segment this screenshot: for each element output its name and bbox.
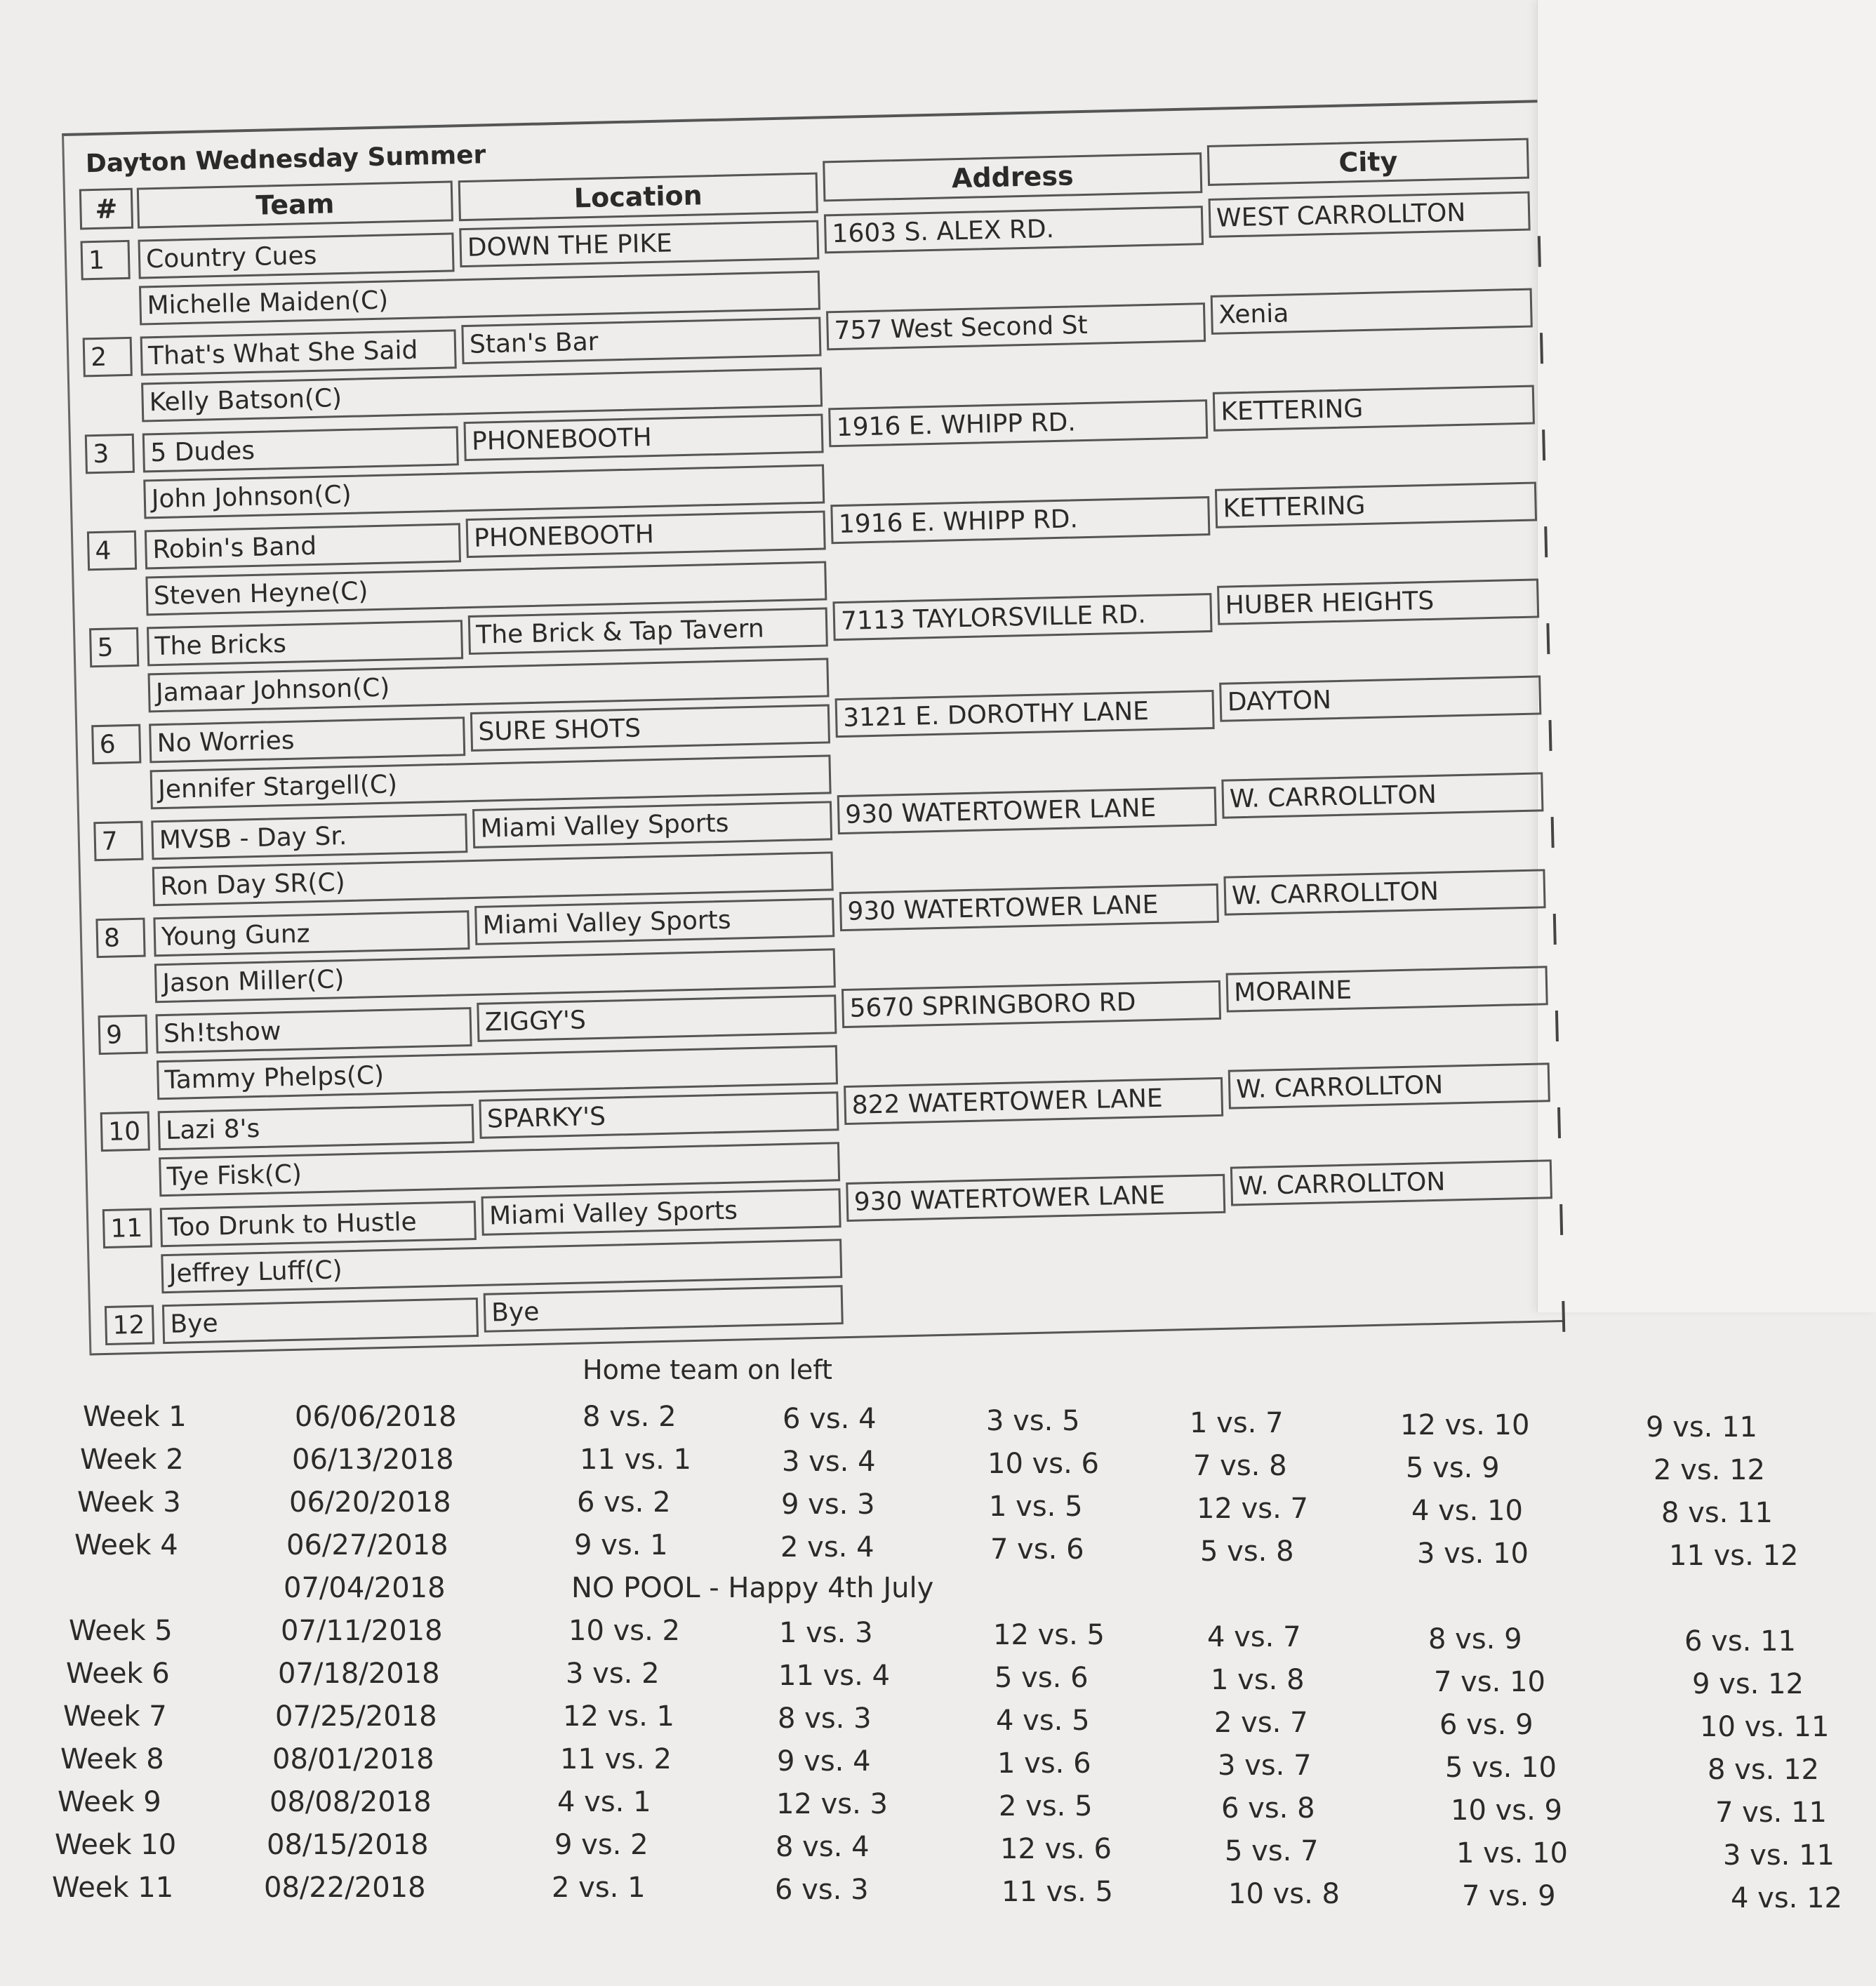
team-city: DAYTON [1219,675,1541,721]
week-date: 06/20/2018 [289,1486,451,1519]
team-table [62,100,1565,1355]
match-cell: 6 vs. 11 [1684,1625,1797,1658]
match-cell: 7 vs. 10 [1434,1666,1546,1698]
week-label: Week 11 [52,1872,174,1904]
match-cell: 4 vs. 1 [557,1786,651,1818]
match-cell: 5 vs. 9 [1406,1452,1500,1484]
match-cell: 12 vs. 1 [563,1700,675,1733]
team-captain: Kelly Batson(C) [141,368,823,422]
match-cell: 10 vs. 8 [1228,1878,1341,1910]
team-address: 1603 S. ALEX RD. [824,206,1204,253]
match-cell: 11 vs. 2 [560,1743,672,1775]
match-cell: 9 vs. 12 [1692,1668,1804,1700]
week-date: 07/18/2018 [278,1658,440,1690]
week-label: Week 5 [69,1615,173,1647]
match-cell: 1 vs. 3 [779,1617,873,1649]
team-name: Country Cues [138,232,454,279]
team-city: MORAINE [1226,966,1548,1012]
match-cell: 4 vs. 10 [1411,1495,1524,1527]
team-address: 1916 E. WHIPP RD. [830,496,1210,544]
match-cell: 2 vs. 7 [1214,1707,1308,1739]
match-cell: 3 vs. 2 [566,1658,660,1690]
team-number: 9 [98,1015,148,1055]
schedule [0,1354,1876,1986]
match-cell: 9 vs. 2 [554,1829,648,1861]
match-cell: 8 vs. 3 [778,1702,872,1735]
match-cell: 6 vs. 2 [577,1486,671,1519]
match-cell: 11 vs. 1 [580,1444,692,1476]
match-cell: 9 vs. 11 [1646,1411,1758,1444]
match-cell: 3 vs. 4 [782,1446,876,1478]
team-city: Xenia [1211,288,1533,335]
week-date: 06/06/2018 [295,1401,457,1433]
team-captain: Jamaar Johnson(C) [147,658,829,712]
match-cell: 12 vs. 3 [776,1788,889,1820]
match-cell: 5 vs. 8 [1200,1535,1294,1568]
team-number: 8 [95,918,145,959]
team-city: W. CARROLLTON [1221,772,1543,818]
team-address: 757 West Second St [826,302,1206,350]
match-cell: 9 vs. 4 [777,1745,871,1778]
match-cell: 11 vs. 12 [1669,1540,1799,1572]
team-city: WEST CARROLLTON [1209,192,1531,238]
team-name: No Worries [149,717,465,763]
schedule-row [0,1486,1876,1528]
week-label: Week 4 [74,1529,178,1561]
week-label: Week 3 [77,1486,181,1519]
match-cell: 9 vs. 3 [781,1488,875,1521]
team-captain: Jennifer Stargell(C) [150,754,832,809]
team-location: PHONEBOOTH [466,510,826,558]
match-cell: 12 vs. 10 [1400,1409,1530,1441]
week-label: Week 7 [63,1700,167,1733]
match-cell: 12 vs. 7 [1197,1493,1309,1525]
match-cell: 3 vs. 11 [1723,1839,1835,1872]
team-name: The Bricks [147,620,463,666]
week-date: 06/13/2018 [292,1444,454,1476]
match-cell: 5 vs. 6 [994,1662,1089,1694]
team-address: 3121 E. DOROTHY LANE [835,690,1215,738]
match-cell: 1 vs. 5 [989,1491,1083,1523]
header-num: # [79,188,133,230]
team-address: 5670 SPRINGBORO RD [841,980,1221,1028]
match-cell: 11 vs. 5 [1002,1876,1114,1908]
schedule-row [0,1572,1876,1614]
match-cell: 2 vs. 5 [999,1790,1093,1822]
match-cell: 4 vs. 12 [1731,1882,1843,1914]
match-cell: 2 vs. 1 [552,1872,646,1904]
team-location: The Brick & Tap Tavern [468,607,828,655]
match-cell: 1 vs. 8 [1211,1664,1305,1696]
match-cell: 11 vs. 4 [778,1660,891,1692]
match-cell: 7 vs. 6 [990,1533,1084,1566]
team-number: 1 [80,240,130,281]
week-date: 06/27/2018 [286,1529,448,1561]
team-name: Young Gunz [153,910,470,957]
team-captain: Michelle Maiden(C) [139,271,820,326]
team-name: Robin's Band [145,523,461,569]
schedule-row [0,1529,1876,1571]
match-cell: 5 vs. 10 [1445,1752,1557,1784]
team-captain: Tye Fisk(C) [159,1142,840,1197]
team-city: W. CARROLLTON [1230,1159,1552,1206]
team-name: MVSB - Day Sr. [151,813,467,860]
league-title: Dayton Wednesday Summer [85,140,486,179]
team-captain: John Johnson(C) [143,464,825,519]
week-note: NO POOL - Happy 4th July [571,1572,934,1604]
match-cell: 8 vs. 2 [583,1401,677,1433]
match-cell: 5 vs. 7 [1225,1835,1319,1867]
match-cell: 8 vs. 9 [1428,1623,1522,1655]
header-city: City [1207,138,1529,186]
team-address: 822 WATERTOWER LANE [844,1077,1223,1125]
schedule-row [0,1615,1876,1657]
week-date: 08/22/2018 [264,1872,426,1904]
schedule-row [0,1444,1876,1486]
match-cell: 4 vs. 7 [1207,1621,1301,1653]
match-cell: 1 vs. 7 [1190,1407,1284,1439]
schedule-row [0,1872,1876,1914]
match-cell: 1 vs. 10 [1456,1837,1569,1870]
match-cell: 8 vs. 12 [1708,1754,1820,1786]
team-location: Miami Valley Sports [474,898,834,945]
week-label: Week 1 [83,1401,187,1433]
week-label: Week 9 [58,1786,161,1818]
header-team: Team [137,180,453,228]
week-label: Week 6 [66,1658,170,1690]
team-captain: Jeffrey Luff(C) [161,1239,842,1293]
team-name: Sh!tshow [156,1007,472,1053]
team-city: HUBER HEIGHTS [1217,578,1539,625]
schedule-row [0,1743,1876,1785]
team-location: ZIGGY'S [477,994,837,1042]
match-cell: 2 vs. 4 [780,1531,874,1564]
match-cell: 10 vs. 6 [987,1448,1100,1480]
team-captain: Ron Day SR(C) [152,851,834,906]
schedule-note: Home team on left [583,1354,832,1385]
match-cell: 7 vs. 11 [1715,1797,1828,1829]
match-cell: 12 vs. 6 [1000,1833,1112,1865]
team-city: W. CARROLLTON [1223,869,1545,915]
match-cell: 3 vs. 5 [986,1405,1080,1437]
schedule-row [0,1700,1876,1742]
schedule-row [0,1829,1876,1871]
match-cell: 6 vs. 8 [1221,1792,1315,1825]
match-cell: 3 vs. 7 [1218,1750,1312,1782]
team-address: 930 WATERTOWER LANE [846,1174,1225,1222]
team-number: 4 [87,531,137,571]
schedule-row [0,1401,1876,1443]
team-name: Bye [162,1298,479,1344]
team-city: KETTERING [1215,481,1537,528]
team-captain: Tammy Phelps(C) [157,1045,838,1100]
team-location: SURE SHOTS [470,704,830,752]
schedule-row [0,1786,1876,1828]
header-location: Location [458,173,818,222]
overlapping-page [1537,0,1876,1312]
match-cell: 10 vs. 2 [568,1615,681,1647]
week-date: 08/15/2018 [267,1829,429,1861]
match-cell: 8 vs. 4 [776,1831,870,1863]
week-date: 08/01/2018 [272,1743,434,1775]
team-location: SPARKY'S [479,1091,839,1139]
week-date: 08/08/2018 [270,1786,432,1818]
match-cell: 10 vs. 9 [1451,1794,1563,1827]
week-label: Week 8 [60,1743,164,1775]
team-number: 12 [105,1305,154,1345]
team-name: Too Drunk to Hustle [160,1201,477,1247]
team-number: 3 [85,434,135,474]
match-cell: 7 vs. 8 [1193,1450,1287,1482]
match-cell: 6 vs. 3 [775,1874,869,1906]
match-cell: 2 vs. 12 [1654,1454,1766,1486]
match-cell: 10 vs. 11 [1700,1711,1830,1743]
team-number: 6 [91,724,141,765]
team-location: PHONEBOOTH [463,414,823,462]
week-date: 07/25/2018 [275,1700,437,1733]
team-location: Bye [484,1285,844,1333]
team-name: Lazi 8's [158,1104,474,1150]
schedule-row [0,1658,1876,1700]
team-address: 7113 TAYLORSVILLE RD. [832,593,1212,641]
team-location: Miami Valley Sports [472,801,832,848]
match-cell: 3 vs. 10 [1417,1538,1529,1570]
team-address: 930 WATERTOWER LANE [839,884,1219,931]
team-name: That's What She Said [140,329,457,375]
match-cell: 8 vs. 11 [1661,1497,1774,1529]
team-name: 5 Dudes [142,426,459,472]
team-location: Stan's Bar [461,317,821,365]
match-cell: 7 vs. 9 [1462,1880,1556,1912]
team-location: DOWN THE PIKE [459,220,819,268]
team-captain: Steven Heyne(C) [145,561,827,615]
team-number: 2 [83,337,133,378]
match-cell: 12 vs. 5 [993,1619,1105,1651]
match-cell: 9 vs. 1 [574,1529,668,1561]
team-city: KETTERING [1213,385,1535,432]
team-city: W. CARROLLTON [1228,1062,1550,1109]
week-label: Week 2 [80,1444,184,1476]
match-cell: 6 vs. 4 [783,1403,877,1435]
week-label: Week 10 [55,1829,177,1861]
match-cell: 4 vs. 5 [996,1705,1090,1737]
header-address: Address [823,152,1202,201]
team-number: 5 [89,627,139,668]
week-date: 07/11/2018 [281,1615,443,1647]
team-address: 930 WATERTOWER LANE [837,787,1217,834]
team-number: 7 [93,821,143,862]
week-date: 07/04/2018 [284,1572,446,1604]
match-cell: 1 vs. 6 [997,1747,1091,1780]
team-number: 10 [100,1112,150,1152]
team-address: 1916 E. WHIPP RD. [828,399,1208,447]
match-cell: 6 vs. 9 [1439,1709,1534,1741]
team-captain: Jason Miller(C) [154,948,836,1003]
team-number: 11 [102,1208,152,1248]
team-location: Miami Valley Sports [481,1188,841,1236]
